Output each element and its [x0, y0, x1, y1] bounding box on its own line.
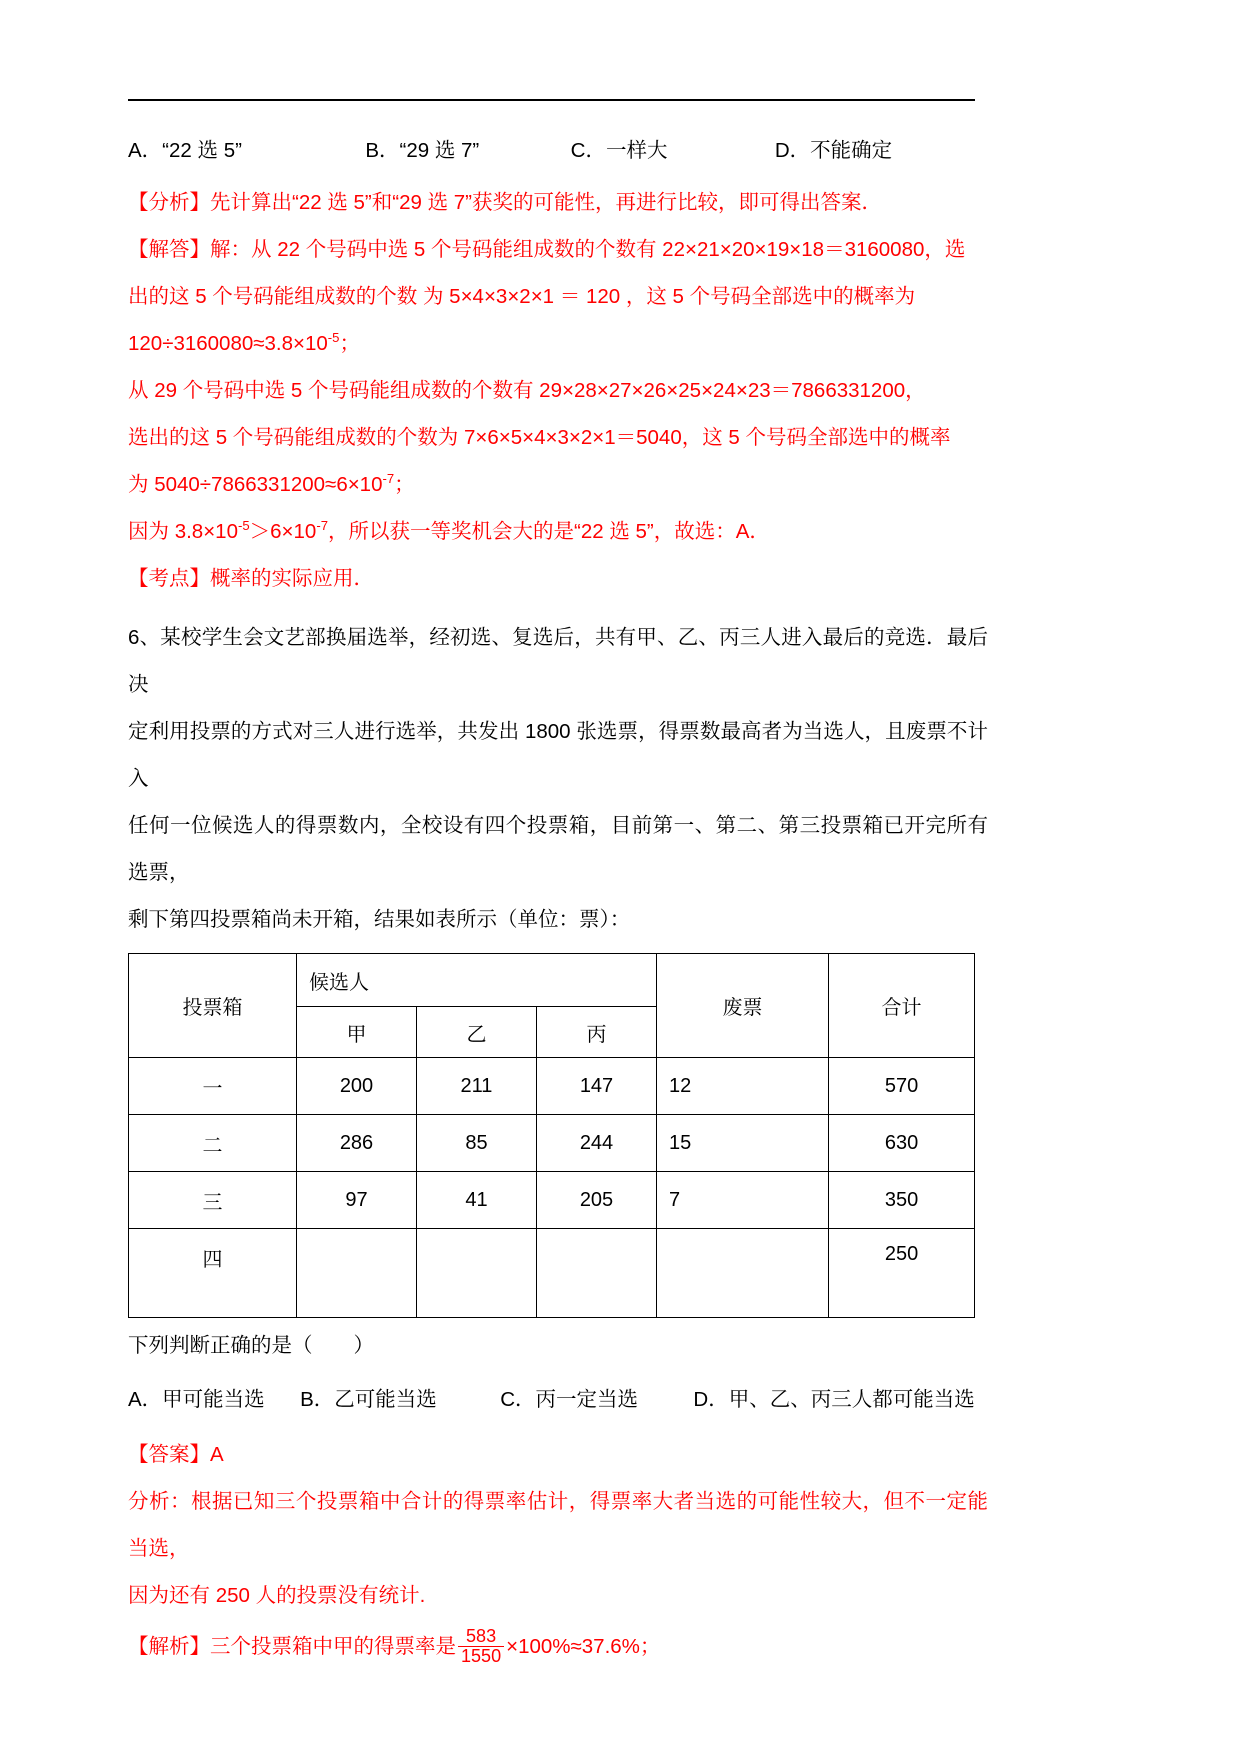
- header-candidates: 候选人: [297, 954, 657, 1007]
- header-candidate-yi: 乙: [417, 1007, 537, 1058]
- cell-total: 350: [829, 1172, 975, 1229]
- cell-jia: [297, 1229, 417, 1318]
- q5-jieda-6-exponent: -7: [382, 471, 395, 487]
- q5-kaodian: 【考点】概率的实际应用．: [128, 567, 374, 590]
- table-row: [129, 1229, 975, 1318]
- cell-invalid: 12: [657, 1058, 829, 1115]
- cell-yi: [417, 1229, 537, 1318]
- q6-analysis-line-1: 分析：根据已知三个投票箱中合计的得票率估计，得票率大者当选的可能性较大，但不一定能当选，: [128, 1490, 988, 1560]
- cell-bing: [537, 1229, 657, 1318]
- q6-analysis-line-2: 因为还有 250 人的投票没有统计.: [128, 1584, 426, 1607]
- q5-jieda-line-2: 出的这 5 个号码能组成数的个数 为 5×4×3×2×1 ＝ 120 ，这 5 个号码全部选中的概率为: [128, 285, 916, 308]
- q5-fenxi: 【分析】先计算出“22 选 5”和“29 选 7”获奖的可能性，再进行比较，即可得出答案．: [128, 191, 882, 214]
- cell-total: 630: [829, 1115, 975, 1172]
- q6-answer: 【答案】A: [128, 1443, 224, 1466]
- table-row: [129, 1172, 975, 1229]
- q5-jieda-line-3: [128, 320, 988, 367]
- cell-box: 四: [129, 1229, 297, 1318]
- q6-final-calculation: [128, 1623, 988, 1670]
- q6-option-b: B．乙可能当选: [300, 1388, 437, 1411]
- q5-conclusion-exponent-2: -7: [316, 518, 328, 534]
- cell-invalid: 7: [657, 1172, 829, 1229]
- fraction-583-over-1550: [458, 1627, 504, 1666]
- cell-bing: 205: [537, 1172, 657, 1229]
- cell-bing: 147: [537, 1058, 657, 1115]
- q5-jieda-line-5: 选出的这 5 个号码能组成数的个数为 7×6×5×4×3×2×1＝5040，这 5 个号码全部选中的概率: [128, 426, 951, 449]
- table-row: [129, 1058, 975, 1115]
- cell-box: 三: [129, 1172, 297, 1229]
- q6-prompt: 下列判断正确的是（ ）: [128, 1334, 374, 1357]
- fraction-denominator: 1550: [461, 1646, 502, 1667]
- cell-jia: 286: [297, 1115, 417, 1172]
- table-row: [129, 1115, 975, 1172]
- vote-results-table: [128, 953, 975, 1318]
- q6-options-row: [128, 1378, 988, 1422]
- cell-bing: 244: [537, 1115, 657, 1172]
- q5-conclusion-part-2: ＞6×10: [249, 520, 317, 543]
- q6-stem-line-3: 任何一位候选人的得票数内，全校设有四个投票箱，目前第一、第二、第三投票箱已开完所有选票，: [128, 814, 988, 884]
- q5-jieda-6-text: 为 5040÷7866331200≈6×10: [128, 473, 383, 496]
- cell-yi: 41: [417, 1172, 537, 1229]
- q5-conclusion: [128, 508, 988, 555]
- cell-yi: 211: [417, 1058, 537, 1115]
- header-total: 合计: [829, 954, 975, 1058]
- header-candidate-jia: 甲: [297, 1007, 417, 1058]
- header-candidate-bing: 丙: [537, 1007, 657, 1058]
- cell-invalid: [657, 1229, 829, 1318]
- cell-jia: 200: [297, 1058, 417, 1115]
- q5-jieda-line-1: 【解答】解：从 22 个号码中选 5 个号码能组成数的个数有 22×21×20×19×18＝3160080，选: [128, 238, 966, 261]
- q6-final-prefix: 【解析】三个投票箱中甲的得票率是: [128, 1635, 456, 1658]
- q5-conclusion-part-3: ，所以获一等奖机会大的是“22 选 5”，故选：A．: [328, 520, 770, 543]
- q6-stem-line-1: 6、某校学生会文艺部换届选举，经初选、复选后，共有甲、乙、丙三人进入最后的竞选．最后决: [128, 626, 988, 696]
- q5-jieda-3-tail: ；: [339, 332, 360, 355]
- q5-jieda-6-tail: ；: [394, 473, 415, 496]
- cell-yi: 85: [417, 1115, 537, 1172]
- q6-stem-line-4: 剩下第四投票箱尚未开箱，结果如表所示（单位：票）：: [128, 908, 631, 931]
- q5-option-c: C．一样大: [570, 139, 668, 162]
- q5-jieda-line-6: [128, 461, 988, 508]
- q6-option-d: D．甲、乙、丙三人都可能当选: [693, 1388, 975, 1411]
- q5-option-d: D．不能确定: [774, 139, 893, 162]
- q6-stem-line-2: 定利用投票的方式对三人进行选举，共发出 1800 张选票，得票数最高者为当选人，且废票不计入: [128, 720, 988, 790]
- header-divider: [128, 99, 975, 101]
- cell-box: 二: [129, 1115, 297, 1172]
- cell-invalid: 15: [657, 1115, 829, 1172]
- cell-total: 250: [829, 1229, 975, 1318]
- q5-conclusion-exponent-1: -5: [237, 518, 250, 534]
- q5-option-a: A．“22 选 5”: [128, 139, 242, 162]
- q5-jieda-3-exponent: -5: [327, 330, 340, 346]
- page-content: [128, 133, 988, 1670]
- q5-jieda-line-4: 从 29 个号码中选 5 个号码能组成数的个数有 29×28×27×26×25×24×23＝7866331200，: [128, 379, 926, 402]
- q6-option-c: C．丙一定当选: [500, 1388, 638, 1411]
- q5-jieda-3-text: 120÷3160080≈3.8×10: [128, 332, 328, 355]
- q5-option-b: B．“29 选 7”: [365, 139, 480, 162]
- cell-total: 570: [829, 1058, 975, 1115]
- q5-options-row: [128, 133, 988, 169]
- cell-jia: 97: [297, 1172, 417, 1229]
- q5-conclusion-part-1: 因为 3.8×10: [128, 520, 238, 543]
- cell-box: 一: [129, 1058, 297, 1115]
- table-header-row-top: [129, 954, 975, 1007]
- header-ballot-box: 投票箱: [129, 954, 297, 1058]
- fraction-numerator: 583: [458, 1627, 504, 1647]
- header-invalid-votes: 废票: [657, 954, 829, 1058]
- q6-option-a: A．甲可能当选: [128, 1388, 265, 1411]
- q6-final-suffix: ×100%≈37.6%；: [506, 1635, 661, 1658]
